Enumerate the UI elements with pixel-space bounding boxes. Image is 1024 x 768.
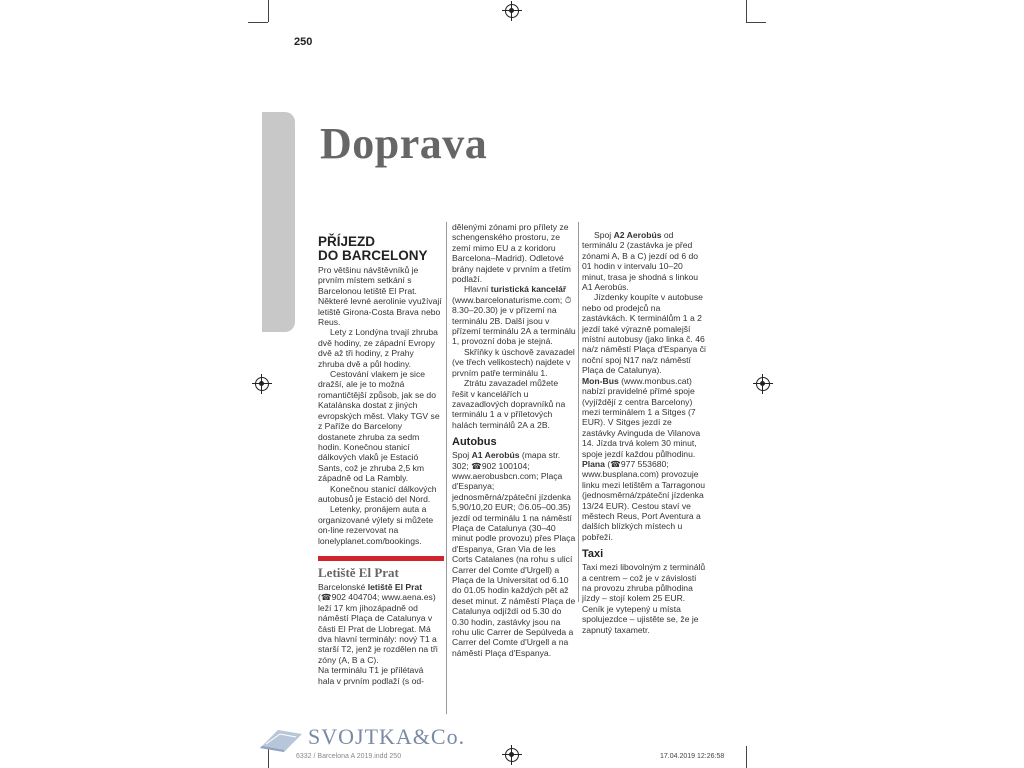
registration-mark-icon [505, 4, 519, 18]
section-heading: PŘÍJEZD DO BARCELONY [318, 234, 428, 263]
paragraph: Konečnou stanicí dálkových autobusů je Estació del Nord. [318, 483, 437, 504]
crop-mark [746, 0, 747, 22]
paragraph: Pro většinu návštěvníků je prvním místem setkání s Barcelonou letiště El Prat. Některé levné aerolinie využívají letiště Girona-Costa Brava nebo Reus. [318, 265, 442, 328]
page-title: Doprava [320, 119, 488, 168]
column-1 [318, 235, 442, 686]
paragraph: Taxi mezi libovolným z terminálů a centrem – což je v závislosti na provozu zhruba půlhodina jízdy – stojí kolem 25 EUR. Ceník je vytepený u místa spolujezdce – ujistěte se, že je zapnutý taxametr. [582, 562, 706, 635]
paragraph: Plana (☎977 553680; www.busplana.com) provozuje linku mezi letištěm a Tarragonou (jednosměrná/zpáteční jízdenka 13/24 EUR). Cestou staví ve městech Reus, Port Aventura a dalších blízkých místech u pobřeží. [582, 458, 706, 542]
column-2 [452, 222, 576, 658]
paragraph: Lety z Londýna trvají zhruba dvě hodiny, ze západní Evropy dvě až tři hodiny, z Prahy zhruba dvě a půl hodiny. [318, 327, 438, 369]
paragraph: Letenky, pronájem auta a organizované výlety si můžete on-line rezervovat na lonelyplanet.com/bookings. [318, 504, 434, 546]
page-number: 250 [294, 36, 313, 48]
paragraph: dělenými zónami pro přílety ze schengenského prostoru, ze zemí mimo EU a z koridoru Barcelona–Madrid). Odletové brány najdete v prvním a třetím podlaží. [452, 222, 571, 285]
section-tab [262, 112, 295, 332]
paragraph: Ztrátu zavazadel můžete řešit v kancelářích u zavazadlových dopravníků na terminálu 1 a v příletových halách terminálů 2A a 2B. [452, 378, 566, 430]
crop-mark [268, 0, 269, 22]
paragraph: Na terminálu T1 je přílétavá hala v prvním podlaží (s od- [318, 665, 425, 686]
paragraph: Cestování vlakem je sice dražší, ale je to možná romantičtější způsob, jak se do Katalánska dostat z jiných evropských měst. Vlaky TGV se z Paříže do Barcelony dostanete zhruba za sedm hodin. Konečnou stanicí dálkových vlaků je Estació Sants, což je zhruba 2,5 km západně od La Rambly. [318, 369, 440, 484]
paragraph: Mon-Bus (www.monbus.cat) nabízí pravidelné přímé spoje (vyjíždějí z centra Barcelony) mezi terminálem 1 a Sitges (7 EUR). V Sitges jezdí ze zastávky Avinguda de Vilanova 14. Jízda trvá kolem 30 minut, spoje jezdí každou půlhodinu. [582, 375, 701, 459]
paragraph: Skříňky k úschově zavazadel (ve třech velikostech) najdete v prvním patře terminálu 1. [452, 346, 575, 378]
column-divider [578, 222, 579, 602]
registration-mark-icon [756, 377, 770, 391]
crop-mark [746, 22, 766, 23]
paragraph: Spoj A1 Aerobús (mapa str. 302; ☎902 100104; www.aerobusbcn.com; Plaça d'Espanya; jednosměrná/zpáteční jízdenka 5,90/10,20 EUR; ⏱6.05–00.35) jezdí od terminálu 1 na náměstí Plaça de Catalunya (30–40 minut podle provozu) přes Plaça d'Espanya, Gran Via de les Corts Catalanes (na rohu s ulicí Carrer del Comte d'Urgell) a Plaça de la Universitat od 6.10 do 01.05 hodin každých pět až deset minut. Z náměstí Plaça de Catalunya odjíždí od 5.30 do 0.30 hodin, zastávky jsou na rohu ulic Carrer de Sepúlveda a Carrer del Comte d'Urgell a na náměstí Plaça d'Espanya. [452, 450, 576, 658]
crop-mark [248, 22, 268, 23]
paragraph: Barcelonské letiště El Prat (☎902 404704; www.aena.es) leží 17 km jihozápadně od náměstí Plaça de Catalunya v části El Prat de Llobregat. Má dva hlavní terminály: nový T1 a starší T2, jenž je rozdělen na tři zóny (A, B a C). [318, 581, 438, 665]
registration-mark-icon [505, 748, 519, 762]
section-rule [318, 556, 444, 561]
column-3 [582, 230, 706, 635]
print-slug: 6332 / Barcelona A 2019.indd 250 [296, 753, 402, 760]
registration-mark-icon [255, 377, 269, 391]
crop-mark [746, 746, 747, 768]
print-timestamp: 17.04.2019 12:26:58 [660, 753, 725, 760]
paragraph: Hlavní turistická kancelář (www.barcelonaturisme.com; ⏱8.30–20.30) je v přízemí na terminálu 2B. Další jsou v přízemí terminálu 2A a terminálu 1, provozní doba je stejná. [452, 284, 576, 347]
book-logo-icon [258, 726, 304, 752]
paragraph: Jízdenky koupíte v autobuse nebo od prodejců na zastávkách. K terminálům 1 a 2 jezdí také výrazně pomalejší místní autobusy (jako linka č. 46 na/z náměstí Plaça d'Espanya či noční spoj N17 na/z náměstí Plaça de Catalunya). [582, 292, 706, 376]
paragraph: Spoj A2 Aerobús od terminálu 2 (zastávka je před zónami A, B a C) jezdí od 6 do 01 hodin v intervalu 10–20 minut, trasa je shodná s linkou A1 Aerobús. [582, 230, 699, 293]
subsection-heading: Taxi [582, 548, 604, 561]
column-divider [446, 222, 447, 714]
subsection-heading: Letiště El Prat [318, 564, 399, 580]
subsection-heading: Autobus [452, 436, 497, 449]
logo-text: SVOJTKA&Co. [308, 724, 466, 749]
